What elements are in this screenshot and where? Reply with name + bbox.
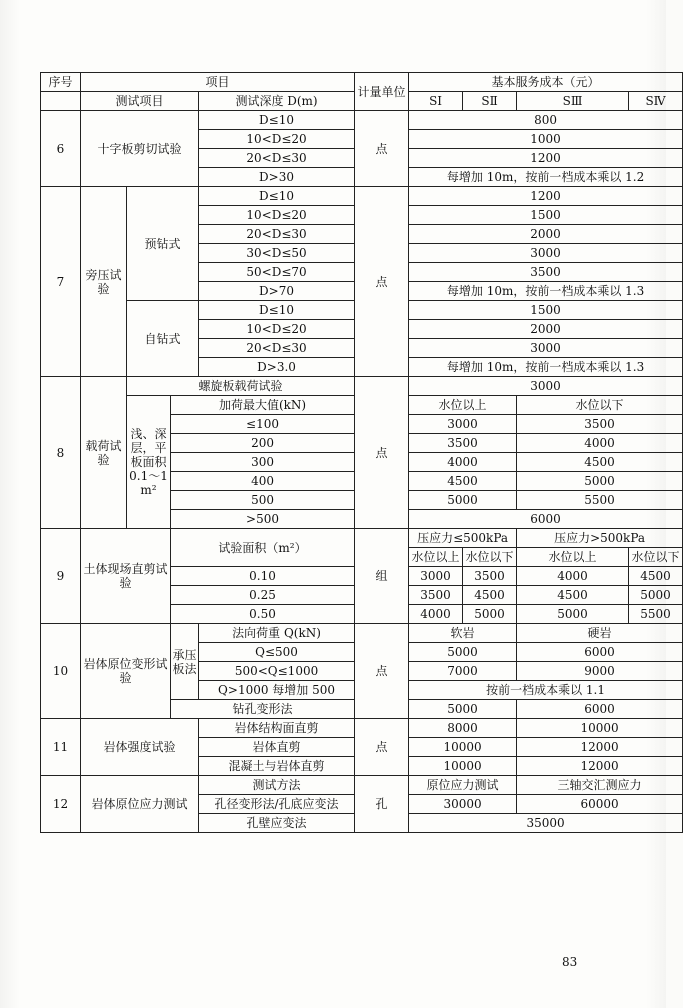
cost-cell: 10000 (409, 757, 517, 776)
water-below-header: 水位以下 (463, 548, 517, 567)
header-seq: 序号 (41, 73, 81, 92)
unit-cell: 点 (355, 187, 409, 377)
depth-cell: 50<D≤70 (199, 263, 355, 282)
cost-cell: 5000 (517, 472, 683, 491)
header-s4: SⅣ (629, 92, 683, 111)
load-cell: 500<Q≤1000 (199, 662, 355, 681)
table-row (41, 111, 683, 130)
cost-cell: 4500 (517, 586, 629, 605)
cost-cell: 5500 (629, 605, 683, 624)
cost-cell: 5000 (517, 605, 629, 624)
unit-cell: 点 (355, 377, 409, 529)
cost-cell: 按前一档成本乘以 1.1 (409, 681, 683, 700)
load-cell: ≤100 (171, 415, 355, 434)
header-s3: SⅢ (517, 92, 629, 111)
header-s2: SⅡ (463, 92, 517, 111)
cost-cell: 3500 (463, 567, 517, 586)
area-cell: 0.25 (171, 586, 355, 605)
seq-cell: 11 (41, 719, 81, 776)
header-depth: 测试深度 D(m) (199, 92, 355, 111)
header-test-item: 测试项目 (81, 92, 199, 111)
cost-cell: 4000 (517, 434, 683, 453)
method-header: 测试方法 (199, 776, 355, 795)
seq-cell: 10 (41, 624, 81, 719)
table-row (41, 776, 683, 795)
test-name: 载荷试验 (81, 377, 127, 529)
cost-cell: 2000 (409, 320, 683, 339)
cost-cell: 12000 (517, 757, 683, 776)
cost-cell: 每增加 10m，按前一档成本乘以 1.3 (409, 282, 683, 301)
depth-cell: D>3.0 (199, 358, 355, 377)
cost-cell: 6000 (517, 700, 683, 719)
cost-cell: 8000 (409, 719, 517, 738)
load-cell: 300 (171, 453, 355, 472)
cost-cell: 1500 (409, 206, 683, 225)
table-row (41, 529, 683, 548)
cost-cell: 5000 (463, 605, 517, 624)
cost-cell: 9000 (517, 662, 683, 681)
plate-condition-label: 浅、深层，平板面积 0.1～1 m² (127, 396, 171, 529)
cost-cell: 每增加 10m，按前一档成本乘以 1.2 (409, 168, 683, 187)
normal-load-header: 法向荷重 Q(kN) (199, 624, 355, 643)
cost-cell: 6000 (409, 510, 683, 529)
area-cell: 0.10 (171, 567, 355, 586)
water-above-header: 水位以上 (409, 548, 463, 567)
sub-type-label: 自钻式 (127, 301, 199, 377)
drill-hole-label: 钻孔变形法 (171, 700, 355, 719)
cost-cell: 4000 (409, 605, 463, 624)
depth-cell: 20<D≤30 (199, 149, 355, 168)
cost-cell: 10000 (517, 719, 683, 738)
load-cell: 200 (171, 434, 355, 453)
cost-cell: 3000 (409, 339, 683, 358)
load-cell: 400 (171, 472, 355, 491)
unit-cell: 点 (355, 719, 409, 776)
cost-cell: 3500 (409, 586, 463, 605)
cost-cell: 5000 (409, 643, 517, 662)
cost-cell: 3500 (409, 263, 683, 282)
unit-cell: 点 (355, 111, 409, 187)
cost-table (40, 72, 683, 833)
load-cell: Q≤500 (199, 643, 355, 662)
seq-cell: 8 (41, 377, 81, 529)
item-cell: 岩体结构面直剪 (199, 719, 355, 738)
seq-cell: 9 (41, 529, 81, 624)
page-number: 83 (562, 955, 578, 969)
table-row (41, 719, 683, 738)
cost-cell: 5000 (629, 586, 683, 605)
cost-cell: 1000 (409, 130, 683, 149)
cost-cell: 5000 (409, 700, 517, 719)
cost-cell: 3000 (409, 567, 463, 586)
method-cell: 孔壁应变法 (199, 814, 355, 833)
unit-cell: 孔 (355, 776, 409, 833)
depth-cell: D>70 (199, 282, 355, 301)
test-name: 岩体原位应力测试 (81, 776, 199, 833)
item-cell: 岩体直剪 (199, 738, 355, 757)
depth-cell: D≤10 (199, 301, 355, 320)
cost-cell: 6000 (517, 643, 683, 662)
depth-cell: 10<D≤20 (199, 206, 355, 225)
test-name: 岩体原位变形试验 (81, 624, 171, 719)
cost-cell: 60000 (517, 795, 683, 814)
water-below-header: 水位以下 (517, 396, 683, 415)
seq-cell: 6 (41, 111, 81, 187)
cost-cell: 3500 (409, 434, 517, 453)
unit-cell: 组 (355, 529, 409, 624)
cost-cell: 5000 (409, 491, 517, 510)
test-name: 岩体强度试验 (81, 719, 199, 776)
load-cell: 500 (171, 491, 355, 510)
cost-cell: 3500 (517, 415, 683, 434)
area-cell: 0.50 (171, 605, 355, 624)
cost-cell: 35000 (409, 814, 683, 833)
cost-cell: 4000 (517, 567, 629, 586)
cost-cell: 3000 (409, 377, 683, 396)
cost-cell: 4500 (463, 586, 517, 605)
test-name: 十字板剪切试验 (81, 111, 199, 187)
cost-cell: 30000 (409, 795, 517, 814)
bearing-plate-label: 承压板法 (171, 624, 199, 700)
cost-cell: 10000 (409, 738, 517, 757)
triaxial-header: 三轴交汇测应力 (517, 776, 683, 795)
cost-cell: 3000 (409, 244, 683, 263)
depth-cell: 30<D≤50 (199, 244, 355, 263)
header-s1: SⅠ (409, 92, 463, 111)
unit-cell: 点 (355, 624, 409, 719)
item-cell: 混凝土与岩体直剪 (199, 757, 355, 776)
header-base-cost: 基本服务成本（元） (409, 73, 683, 92)
in-situ-header: 原位应力测试 (409, 776, 517, 795)
cost-cell: 4000 (409, 453, 517, 472)
max-load-header: 加荷最大值(kN) (171, 396, 355, 415)
depth-cell: D>30 (199, 168, 355, 187)
cost-cell: 2000 (409, 225, 683, 244)
cost-cell: 3000 (409, 415, 517, 434)
depth-cell: 20<D≤30 (199, 225, 355, 244)
pressure-high-header: 压应力>500kPa (517, 529, 683, 548)
load-cell: Q>1000 每增加 500 (199, 681, 355, 700)
cost-cell: 800 (409, 111, 683, 130)
hard-rock-header: 硬岩 (517, 624, 683, 643)
table-row (41, 377, 683, 396)
cost-cell: 4500 (409, 472, 517, 491)
method-cell: 孔径变形法/孔底应变法 (199, 795, 355, 814)
depth-cell: 20<D≤30 (199, 339, 355, 358)
depth-cell: 10<D≤20 (199, 320, 355, 339)
cost-cell: 7000 (409, 662, 517, 681)
pressure-low-header: 压应力≤500kPa (409, 529, 517, 548)
depth-cell: D≤10 (199, 187, 355, 206)
header-item: 项目 (81, 73, 355, 92)
water-below-header: 水位以下 (629, 548, 683, 567)
sub-type-label: 预钻式 (127, 187, 199, 301)
test-name: 旁压试验 (81, 187, 127, 377)
cost-cell: 4500 (629, 567, 683, 586)
header-unit: 计量单位 (355, 73, 409, 111)
header-row (41, 73, 683, 92)
cost-cell: 1200 (409, 187, 683, 206)
cost-cell: 1200 (409, 149, 683, 168)
header-seq-tail (41, 92, 81, 111)
cost-cell: 每增加 10m，按前一档成本乘以 1.3 (409, 358, 683, 377)
screw-plate-label: 螺旋板载荷试验 (127, 377, 355, 396)
cost-cell: 12000 (517, 738, 683, 757)
seq-cell: 7 (41, 187, 81, 377)
load-cell: >500 (171, 510, 355, 529)
cost-cell: 5500 (517, 491, 683, 510)
depth-cell: D≤10 (199, 111, 355, 130)
cost-cell: 1500 (409, 301, 683, 320)
water-above-header: 水位以上 (409, 396, 517, 415)
soft-rock-header: 软岩 (409, 624, 517, 643)
water-above-header: 水位以上 (517, 548, 629, 567)
seq-cell: 12 (41, 776, 81, 833)
area-header: 试验面积（m²） (171, 529, 355, 567)
table-row (41, 187, 683, 206)
depth-cell: 10<D≤20 (199, 130, 355, 149)
cost-cell: 4500 (517, 453, 683, 472)
test-name: 土体现场直剪试验 (81, 529, 171, 624)
